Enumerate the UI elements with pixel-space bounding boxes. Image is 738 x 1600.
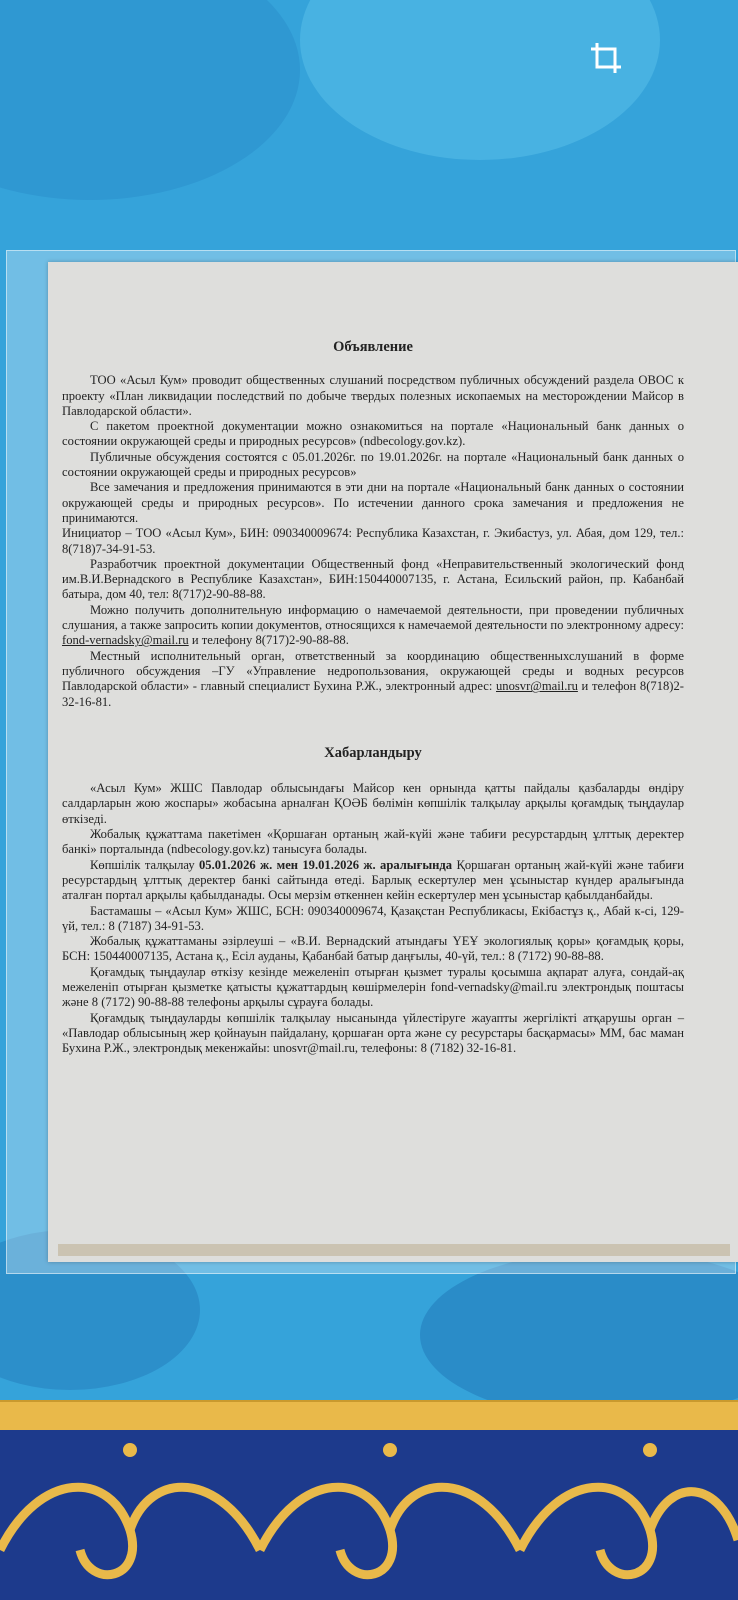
decorative-swirl [0, 0, 300, 200]
paper-bottom-edge [58, 1244, 730, 1256]
email-link[interactable]: unosvr@mail.ru [496, 679, 578, 694]
kz-paragraph: «Асыл Кум» ЖШС Павлодар облысындағы Майсор кен орнында қатты пайдалы қазбаларды өндіру салдарларын жою жоспары» жобасына арналған ҚОӘБ бөлімін көпшілік талқылау арқылы қоғамдық тыңдаулар өткізеді. [62, 781, 684, 826]
kz-paragraph: Жобалық құжаттама пакетімен «Қоршаған ортаның жай-күйі және табиғи ресурстардың ұлттық деректер банкі» порталында (ndbecology.gov.kz) танысуға болады. [62, 827, 684, 857]
kz-title: Хабарландыру [324, 744, 422, 761]
ru-paragraph: Разработчик проектной документации Общественный фонд «Неправительственный экологический фонд им.В.И.Вернадского в Республике Казахстан», БИН:150440007135, г. Астана, Есильский район, пр. Кабанбай батыра, дом 40, тел: 8(717)2-90-88-88. [62, 556, 684, 602]
ru-paragraph [62, 603, 684, 649]
ru-title: Объявление [333, 339, 413, 355]
ru-paragraph: Публичные обсуждения состоятся с 05.01.2026г. по 19.01.2026г. на портале «Национальный банк данных о состоянии окружающей среды и природных ресурсов» [62, 449, 684, 480]
ru-paragraph: Инициатор – ТОО «Асыл Кум», БИН: 090340009674: Республика Казахстан, г. Экибастуз, ул. Абая, дом 129, тел.: 8(718)7-34-91-53. [62, 526, 684, 556]
kz-text: Көпшілік талқылау [90, 857, 199, 872]
ru-paragraph: Все замечания и предложения принимаются в эти дни на портале «Национальный банк данных о состоянии окружающей среды и природных ресурсов». По истечении данного срока замечания и предложения не принимаются. [62, 480, 684, 525]
crop-icon[interactable] [588, 40, 624, 76]
ru-paragraph: ТОО «Асыл Кум» проводит общественных слушаний посредством публичных обсуждений раздела ОВОС к проекту «План ликвидации последствий по добыче твердых полезных ископаемых на месторождении Майсор в Павлодарской области». [62, 373, 684, 418]
ornament-pattern [0, 1430, 738, 1600]
kz-paragraph: Жобалық құжаттаманы әзірлеуші – «В.И. Вернадский атындағы ҮЕҰ экологиялық қоры» қоғамдық қоры, БСН: 150440007135, Астана қ., Есіл ауданы, Қабанбай батыр даңғылы, 40-үй, тел.: 8 (7172) 90-88-88. [62, 934, 684, 964]
kz-paragraph: Бастамашы – «Асыл Кум» ЖШС, БСН: 090340009674, Қазақстан Республикасы, Екібастұз қ., Абай к-сі, 129-үй, тел.: 8 (7187) 34-91-53. [62, 903, 684, 933]
kz-paragraph [62, 858, 684, 904]
email-link[interactable]: fond-vernadsky@mail.ru [62, 633, 189, 648]
ru-paragraph: С пакетом проектной документации можно ознакомиться на портале «Национальный банк данных о состоянии окружающей среды и природных ресурсов» (ndbecology.gov.kz). [62, 419, 684, 449]
kz-paragraph: Қоғамдық тыңдауларды көпшілік талқылау нысанында үйлестіруге жауапты жергілікті атқарушы орган – «Павлодар облысының жер қойнауын пайдалану, қоршаған орта және су ресурстары басқармасы» ММ, бас маман Бухина Р.Ж., электрондық мекенжайы: unosvr@mail.ru, телефоны: 8 (7182) 32-16-81. [62, 1010, 684, 1056]
decorative-swirl [300, 0, 660, 160]
ru-text: Местный исполнительный орган, ответственный за координацию общественныхслушаний в форме публичного обсуждения –ГУ «Управление недропользования, окружающей среды и водных ресурсов Павлодарской области» - главный специалист Бухина Р.Ж., электронный адрес: [62, 648, 684, 694]
ru-text: и телефону 8(717)2-90-88-88. [188, 633, 349, 648]
gold-border [0, 1400, 738, 1432]
ru-paragraph [62, 649, 684, 710]
kz-dates: 05.01.2026 ж. мен 19.01.2026 ж. аралығында [198, 857, 453, 872]
ornament-band [0, 1430, 738, 1600]
ru-text: Можно получить дополнительную информацию о намечаемой деятельности, при проведении публичных слушания, а также запросить копии документов, относящихся к намечаемой деятельности по электронному адресу: [62, 602, 684, 633]
ru-text: и телефон 8(718)2-32-16-81. [62, 679, 684, 709]
kz-text: Қоршаған ортаның жай-күйі және табиғи ресурстардың ұлттық деректер банкі сайтында өтеді. Барлық ескертулер мен ұсыныстар күндер аралығында аталған портал арқылы қабылданады. Осы мерзім өткеннен кейін ескертулер мен ұсыныстар қабылданбайды. [62, 857, 685, 903]
notice-text [62, 340, 684, 1056]
kz-paragraph: Қоғамдық тыңдаулар өткізу кезінде межеленіп отырған қызмет туралы қосымша ақпарат алуға, сондай-ақ межеленіп отырған қызметке қатысты құжаттардың көшірмелерін fond-vernadsky@mail.ru электрондық поштасы және 8 (7172) 90-88-88 телефоны арқылы сұрауға болады. [62, 964, 684, 1010]
